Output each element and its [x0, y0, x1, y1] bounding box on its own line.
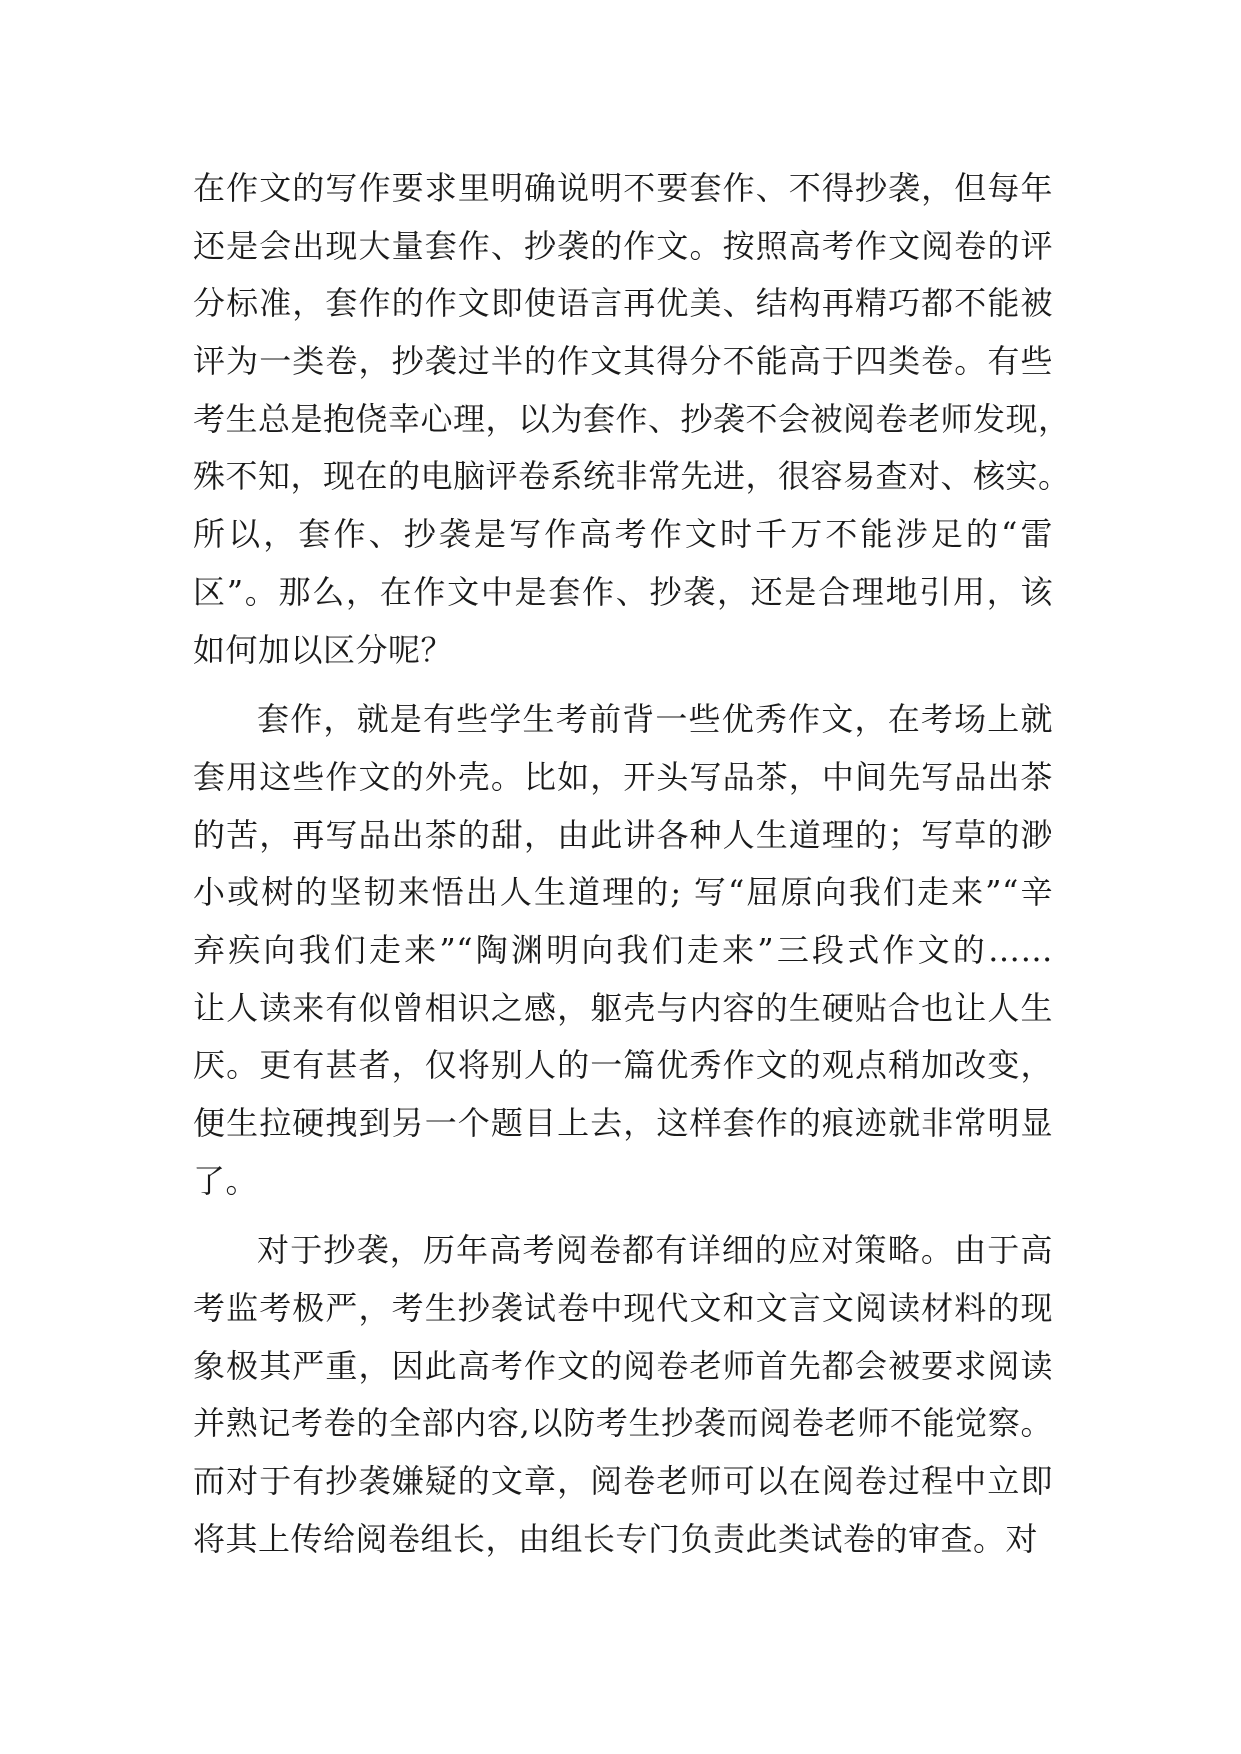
paragraph	[193, 691, 1053, 1210]
text-line: 还是会出现大量套作、抄袭的作文。按照高考作文阅卷的评	[193, 226, 1053, 265]
text-line: 对于抄袭，历年高考阅卷都有详细的应对策略。由于高	[257, 1231, 1053, 1270]
text-line: 考监考极严，考生抄袭试卷中现代文和文言文阅读材料的现	[193, 1289, 1053, 1328]
text-line: 并熟记考卷的全部内容,以防考生抄袭而阅卷老师不能觉察。	[193, 1404, 1053, 1443]
text-line: 便生拉硬拽到另一个题目上去，这样套作的痕迹就非常明显	[193, 1104, 1053, 1142]
text-line: 评为一类卷，抄袭过半的作文其得分不能高于四类卷。有些	[193, 342, 1053, 381]
text-line: 小或树的坚韧来悟出人生道理的; 写“屈原向我们走来”“辛	[193, 873, 1053, 912]
paragraph	[193, 160, 1071, 679]
text-line: 套作，就是有些学生考前背一些优秀作文，在考场上就	[257, 700, 1053, 739]
text-line: 让人读来有似曾相识之感，躯壳与内容的生硬贴合也让人生	[193, 988, 1053, 1027]
body-text	[193, 160, 1071, 1569]
text-line: 的苦，再写品出茶的甜，由此讲各种人生道理的；写草的渺	[193, 815, 1053, 854]
paragraph-gap	[193, 679, 1053, 691]
text-line: 套用这些作文的外壳。比如，开头写品茶，中间先写品出茶	[193, 757, 1053, 796]
text-line: 考生总是抱侥幸心理，以为套作、抄袭不会被阅卷老师发现，	[193, 399, 1071, 438]
text-line: 分标准，套作的作文即使语言再优美、结构再精巧都不能被	[193, 284, 1053, 323]
text-line: 厌。更有甚者，仅将别人的一篇优秀作文的观点稍加改变，	[193, 1046, 1053, 1085]
text-line: 而对于有抄袭嫌疑的文章，阅卷老师可以在阅卷过程中立即	[193, 1462, 1053, 1501]
text-line: 所以，套作、抄袭是写作高考作文时千万不能涉足的“雷	[193, 515, 1053, 554]
text-line: 弃疾向我们走来”“陶渊明向我们走来”三段式作文的……	[193, 930, 1053, 969]
paragraph-gap	[193, 1210, 1053, 1222]
paragraph	[193, 1222, 1053, 1568]
text-line: 象极其严重，因此高考作文的阅卷老师首先都会被要求阅读	[193, 1346, 1053, 1385]
text-line: 了。	[193, 1161, 259, 1200]
text-line: 如何加以区分呢？	[193, 630, 454, 669]
text-line: 殊不知，现在的电脑评卷系统非常先进，很容易查对、核实。	[193, 457, 1071, 496]
text-line: 区”。那么，在作文中是套作、抄袭，还是合理地引用，该	[193, 572, 1053, 611]
text-line: 将其上传给阅卷组长，由组长专门负责此类试卷的审查。对	[193, 1519, 1039, 1558]
text-line: 在作文的写作要求里明确说明不要套作、不得抄袭，但每年	[193, 169, 1053, 207]
